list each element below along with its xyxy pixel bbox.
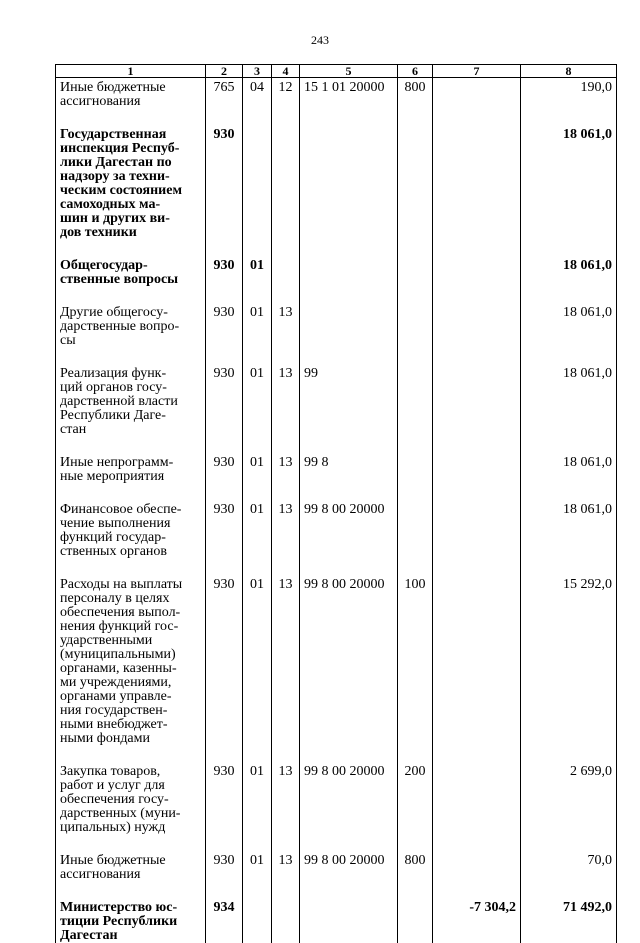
item-name-line: (муниципальными) (60, 648, 202, 662)
cell-ministry-code: 930 (206, 575, 243, 762)
cell-subsection: 13 (272, 575, 300, 762)
cell-ministry-code: 930 (206, 125, 243, 256)
cell-expense-type (398, 256, 433, 303)
cell-subsection: 12 (272, 78, 300, 126)
item-name-line: обеспечения госу- (60, 793, 202, 807)
cell-subsection: 13 (272, 364, 300, 453)
table-row (56, 303, 617, 364)
cell-item-name (56, 256, 206, 303)
table-row (56, 575, 617, 762)
item-name-line: Иные бюджетные (60, 854, 202, 868)
item-name-line: Финансовое обеспе- (60, 503, 202, 517)
item-name-line: Другие общегосу- (60, 306, 202, 320)
cell-target-article: 99 8 00 20000 (300, 851, 398, 898)
cell-target-article: 99 8 00 20000 (300, 575, 398, 762)
cell-total-amount: 2 699,0 (521, 762, 617, 851)
cell-change-amount (433, 256, 521, 303)
item-name-line: самоходных ма- (60, 198, 202, 212)
cell-target-article: 99 (300, 364, 398, 453)
cell-subsection: 13 (272, 762, 300, 851)
item-name-line: дарственные вопро- (60, 320, 202, 334)
cell-item-name (56, 453, 206, 500)
cell-target-article: 99 8 (300, 453, 398, 500)
item-name-line: инспекция Респуб- (60, 142, 202, 156)
cell-section: 01 (243, 575, 272, 762)
cell-expense-type (398, 364, 433, 453)
budget-table (55, 64, 617, 943)
cell-target-article (300, 303, 398, 364)
cell-target-article: 15 1 01 20000 (300, 78, 398, 126)
cell-item-name (56, 364, 206, 453)
cell-item-name (56, 500, 206, 575)
column-header-8: 8 (521, 65, 617, 78)
cell-total-amount: 18 061,0 (521, 125, 617, 256)
item-name-line: шин и других ви- (60, 212, 202, 226)
item-name-line: ные мероприятия (60, 470, 202, 484)
cell-section: 01 (243, 500, 272, 575)
cell-change-amount: -7 304,2 (433, 898, 521, 943)
item-name-line: Государственная (60, 128, 202, 142)
table-row (56, 762, 617, 851)
cell-subsection (272, 125, 300, 256)
cell-total-amount: 71 492,0 (521, 898, 617, 943)
cell-ministry-code: 765 (206, 78, 243, 126)
cell-expense-type (398, 500, 433, 575)
cell-total-amount: 18 061,0 (521, 500, 617, 575)
cell-change-amount (433, 575, 521, 762)
item-name-line: ческим состоянием (60, 184, 202, 198)
item-name-line: тиции Республики (60, 915, 202, 929)
cell-target-article: 99 8 00 20000 (300, 762, 398, 851)
item-name-line: Расходы на выплаты (60, 578, 202, 592)
table-row (56, 453, 617, 500)
cell-item-name (56, 851, 206, 898)
cell-expense-type: 100 (398, 575, 433, 762)
column-header-2: 2 (206, 65, 243, 78)
item-name-line: работ и услуг для (60, 779, 202, 793)
item-name-line: ассигнования (60, 95, 202, 109)
cell-subsection (272, 256, 300, 303)
item-name-line: персоналу в целях (60, 592, 202, 606)
cell-section: 04 (243, 78, 272, 126)
cell-ministry-code: 930 (206, 762, 243, 851)
cell-item-name (56, 125, 206, 256)
cell-section: 01 (243, 453, 272, 500)
cell-expense-type: 800 (398, 851, 433, 898)
item-name-line: ными фондами (60, 732, 202, 746)
item-name-line: Общегосудар- (60, 259, 202, 273)
cell-expense-type (398, 303, 433, 364)
cell-ministry-code: 930 (206, 364, 243, 453)
cell-change-amount (433, 453, 521, 500)
cell-ministry-code: 930 (206, 851, 243, 898)
column-header-3: 3 (243, 65, 272, 78)
cell-target-article: 99 8 00 20000 (300, 500, 398, 575)
cell-total-amount: 70,0 (521, 851, 617, 898)
item-name-line: надзору за техни- (60, 170, 202, 184)
cell-section: 01 (243, 851, 272, 898)
cell-change-amount (433, 78, 521, 126)
cell-section: 01 (243, 256, 272, 303)
cell-ministry-code: 930 (206, 453, 243, 500)
item-name-line: Закупка товаров, (60, 765, 202, 779)
cell-total-amount: 15 292,0 (521, 575, 617, 762)
item-name-line: ципальных) нужд (60, 821, 202, 835)
item-name-line: дарственной власти (60, 395, 202, 409)
item-name-line: стан (60, 423, 202, 437)
cell-expense-type: 800 (398, 78, 433, 126)
cell-section (243, 125, 272, 256)
cell-item-name (56, 78, 206, 126)
table-body (56, 78, 617, 943)
item-name-line: ственных органов (60, 545, 202, 559)
cell-expense-type: 200 (398, 762, 433, 851)
item-name-line: Реализация функ- (60, 367, 202, 381)
item-name-line: дарственных (муни- (60, 807, 202, 821)
cell-change-amount (433, 364, 521, 453)
item-name-line: ственные вопросы (60, 273, 202, 287)
cell-total-amount: 18 061,0 (521, 453, 617, 500)
cell-change-amount (433, 851, 521, 898)
item-name-line: Иные бюджетные (60, 81, 202, 95)
item-name-line: чение выполнения (60, 517, 202, 531)
cell-change-amount (433, 762, 521, 851)
cell-subsection: 13 (272, 851, 300, 898)
column-header-7: 7 (433, 65, 521, 78)
item-name-line: функций государ- (60, 531, 202, 545)
column-header-1: 1 (56, 65, 206, 78)
column-header-4: 4 (272, 65, 300, 78)
table-row (56, 256, 617, 303)
item-name-line: ния государствен- (60, 704, 202, 718)
cell-change-amount (433, 303, 521, 364)
cell-expense-type (398, 453, 433, 500)
item-name-line: ми учреждениями, (60, 676, 202, 690)
cell-ministry-code: 930 (206, 256, 243, 303)
table-row (56, 851, 617, 898)
cell-section: 01 (243, 364, 272, 453)
item-name-line: органами, казенны- (60, 662, 202, 676)
cell-total-amount: 18 061,0 (521, 256, 617, 303)
cell-subsection: 13 (272, 303, 300, 364)
item-name-line: ассигнования (60, 868, 202, 882)
cell-expense-type (398, 125, 433, 256)
cell-section: 01 (243, 762, 272, 851)
column-header-6: 6 (398, 65, 433, 78)
cell-section: 01 (243, 303, 272, 364)
table-row (56, 500, 617, 575)
table-row (56, 364, 617, 453)
cell-item-name (56, 575, 206, 762)
item-name-line: сы (60, 334, 202, 348)
item-name-line: Министерство юс- (60, 901, 202, 915)
cell-change-amount (433, 500, 521, 575)
item-name-line: дов техники (60, 226, 202, 240)
table-row (56, 78, 617, 126)
table-row (56, 125, 617, 256)
item-name-line: нения функций гос- (60, 620, 202, 634)
cell-total-amount: 18 061,0 (521, 364, 617, 453)
cell-subsection: 13 (272, 500, 300, 575)
column-header-5: 5 (300, 65, 398, 78)
item-name-line: ударственными (60, 634, 202, 648)
cell-item-name (56, 762, 206, 851)
item-name-line: Республики Даге- (60, 409, 202, 423)
item-name-line: Иные непрограмм- (60, 456, 202, 470)
cell-subsection: 13 (272, 453, 300, 500)
cell-ministry-code: 930 (206, 500, 243, 575)
cell-ministry-code: 930 (206, 303, 243, 364)
cell-change-amount (433, 125, 521, 256)
header-row (56, 65, 617, 78)
item-name-line: органами управле- (60, 690, 202, 704)
cell-total-amount: 190,0 (521, 78, 617, 126)
cell-total-amount: 18 061,0 (521, 303, 617, 364)
item-name-line: ными внебюджет- (60, 718, 202, 732)
page-number: 243 (0, 33, 640, 48)
cell-ministry-code: 934 (206, 898, 243, 943)
item-name-line: Дагестан (60, 929, 202, 943)
cell-target-article (300, 256, 398, 303)
item-name-line: лики Дагестан по (60, 156, 202, 170)
item-name-line: обеспечения выпол- (60, 606, 202, 620)
cell-item-name (56, 303, 206, 364)
cell-target-article (300, 125, 398, 256)
item-name-line: ций органов госу- (60, 381, 202, 395)
